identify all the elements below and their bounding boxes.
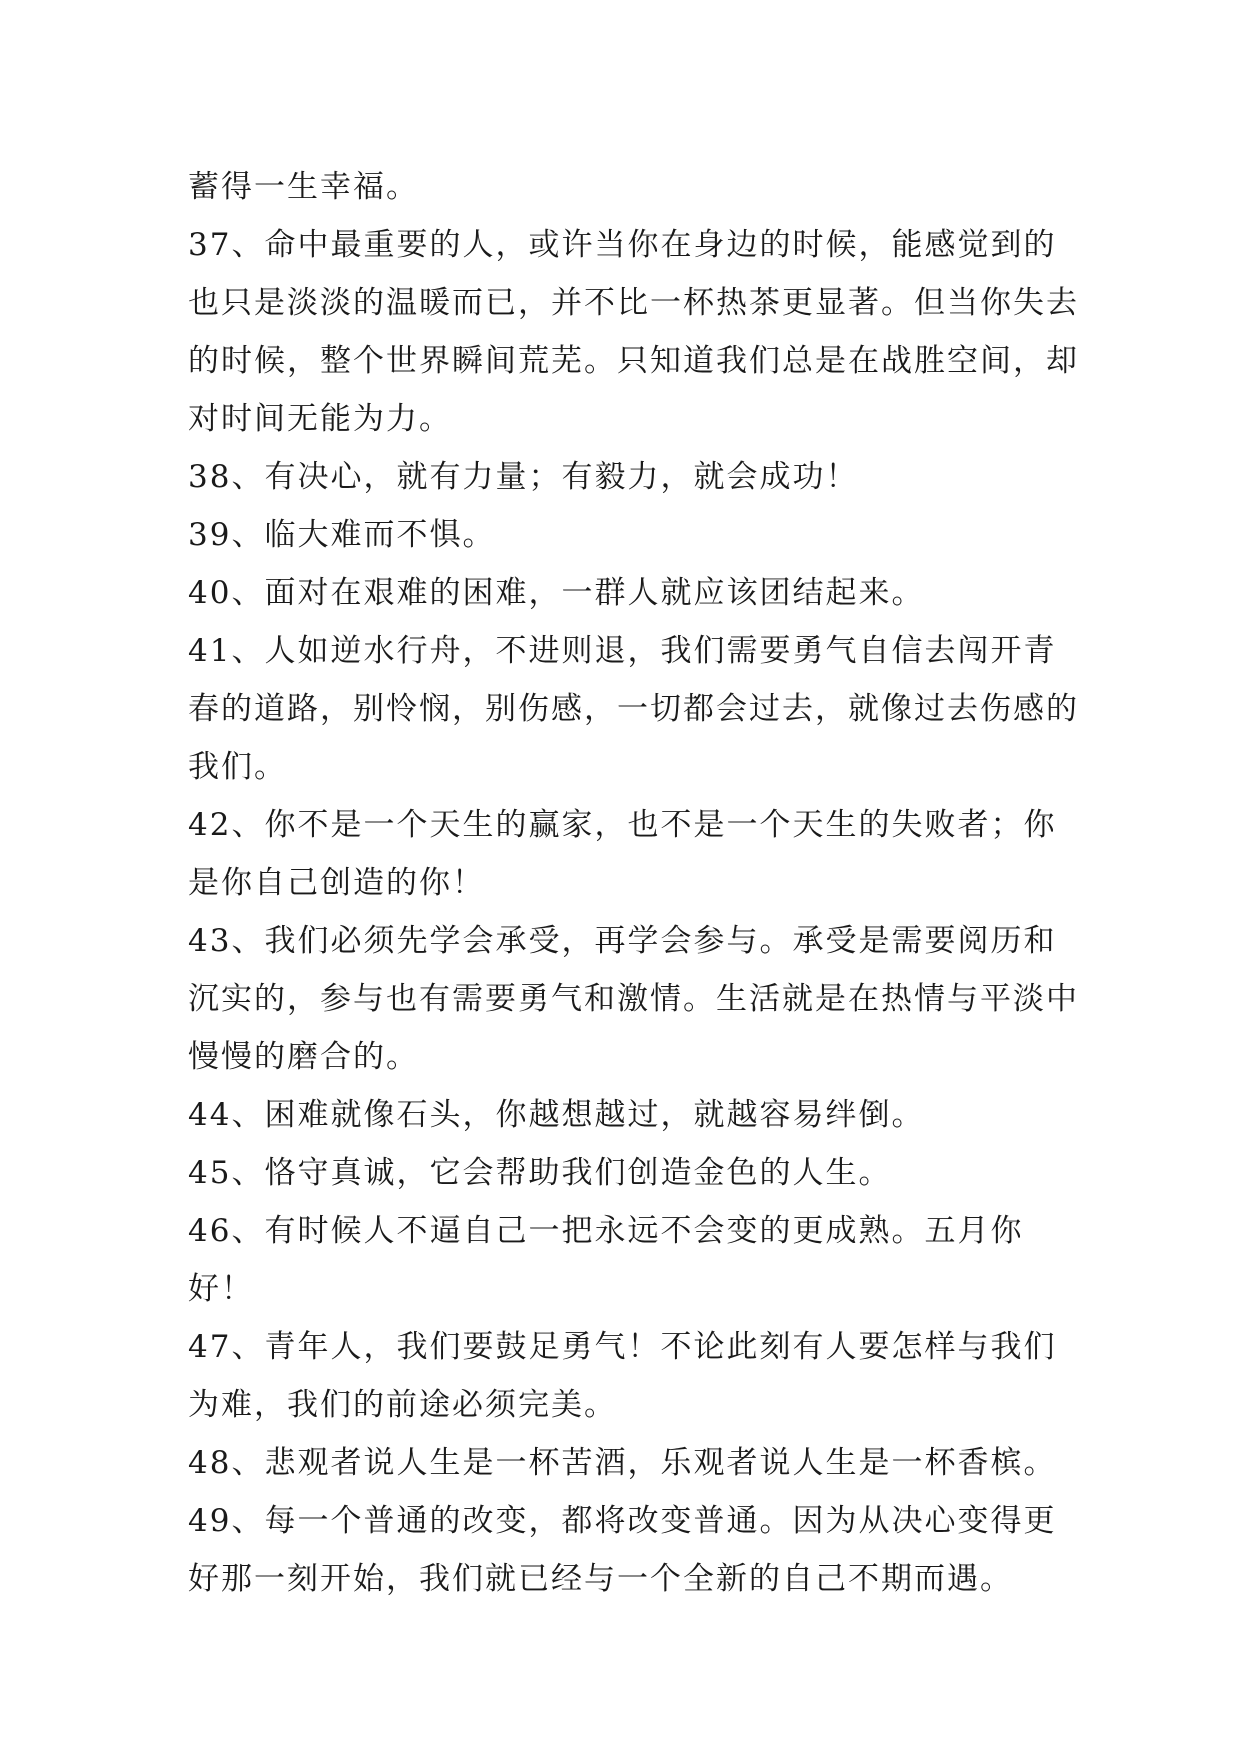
paragraph-41: 41、人如逆水行舟，不进则退，我们需要勇气自信去闯开青春的道路，别怜悯，别伤感，一切都会过去，就像过去伤感的我们。 [188, 633, 1079, 785]
paragraph-43: 43、我们必须先学会承受，再学会参与。承受是需要阅历和沉实的，参与也有需要勇气和激情。生活就是在热情与平淡中慢慢的磨合的。 [188, 923, 1079, 1075]
paragraph-45: 45、恪守真诚，它会帮助我们创造金色的人生。 [188, 1155, 892, 1191]
paragraph-48: 48、悲观者说人生是一杯苦酒，乐观者说人生是一杯香槟。 [188, 1445, 1057, 1481]
paragraph-37: 37、命中最重要的人，或许当你在身边的时候，能感觉到的也只是淡淡的温暖而已，并不比一杯热茶更显著。但当你失去的时候，整个世界瞬间荒芜。只知道我们总是在战胜空间，却对时间无能为力。 [188, 227, 1079, 437]
document-body [188, 158, 1088, 1608]
paragraph-46: 46、有时候人不逼自己一把永远不会变的更成熟。五月你好！ [188, 1213, 1024, 1307]
paragraph-continuation: 蓄得一生幸福。 [188, 169, 419, 205]
paragraph-49: 49、每一个普通的改变，都将改变普通。因为从决心变得更好那一刻开始，我们就已经与一个全新的自己不期而遇。 [188, 1503, 1057, 1597]
paragraph-47: 47、青年人，我们要鼓足勇气！不论此刻有人要怎样与我们为难，我们的前途必须完美。 [188, 1329, 1057, 1423]
paragraph-44: 44、困难就像石头，你越想越过，就越容易绊倒。 [188, 1097, 925, 1133]
paragraph-38: 38、有决心，就有力量；有毅力，就会成功！ [188, 459, 859, 495]
paragraph-39: 39、临大难而不惧。 [188, 517, 496, 553]
paragraph-40: 40、面对在艰难的困难，一群人就应该团结起来。 [188, 575, 925, 611]
paragraph-42: 42、你不是一个天生的赢家，也不是一个天生的失败者；你是你自己创造的你！ [188, 807, 1057, 901]
